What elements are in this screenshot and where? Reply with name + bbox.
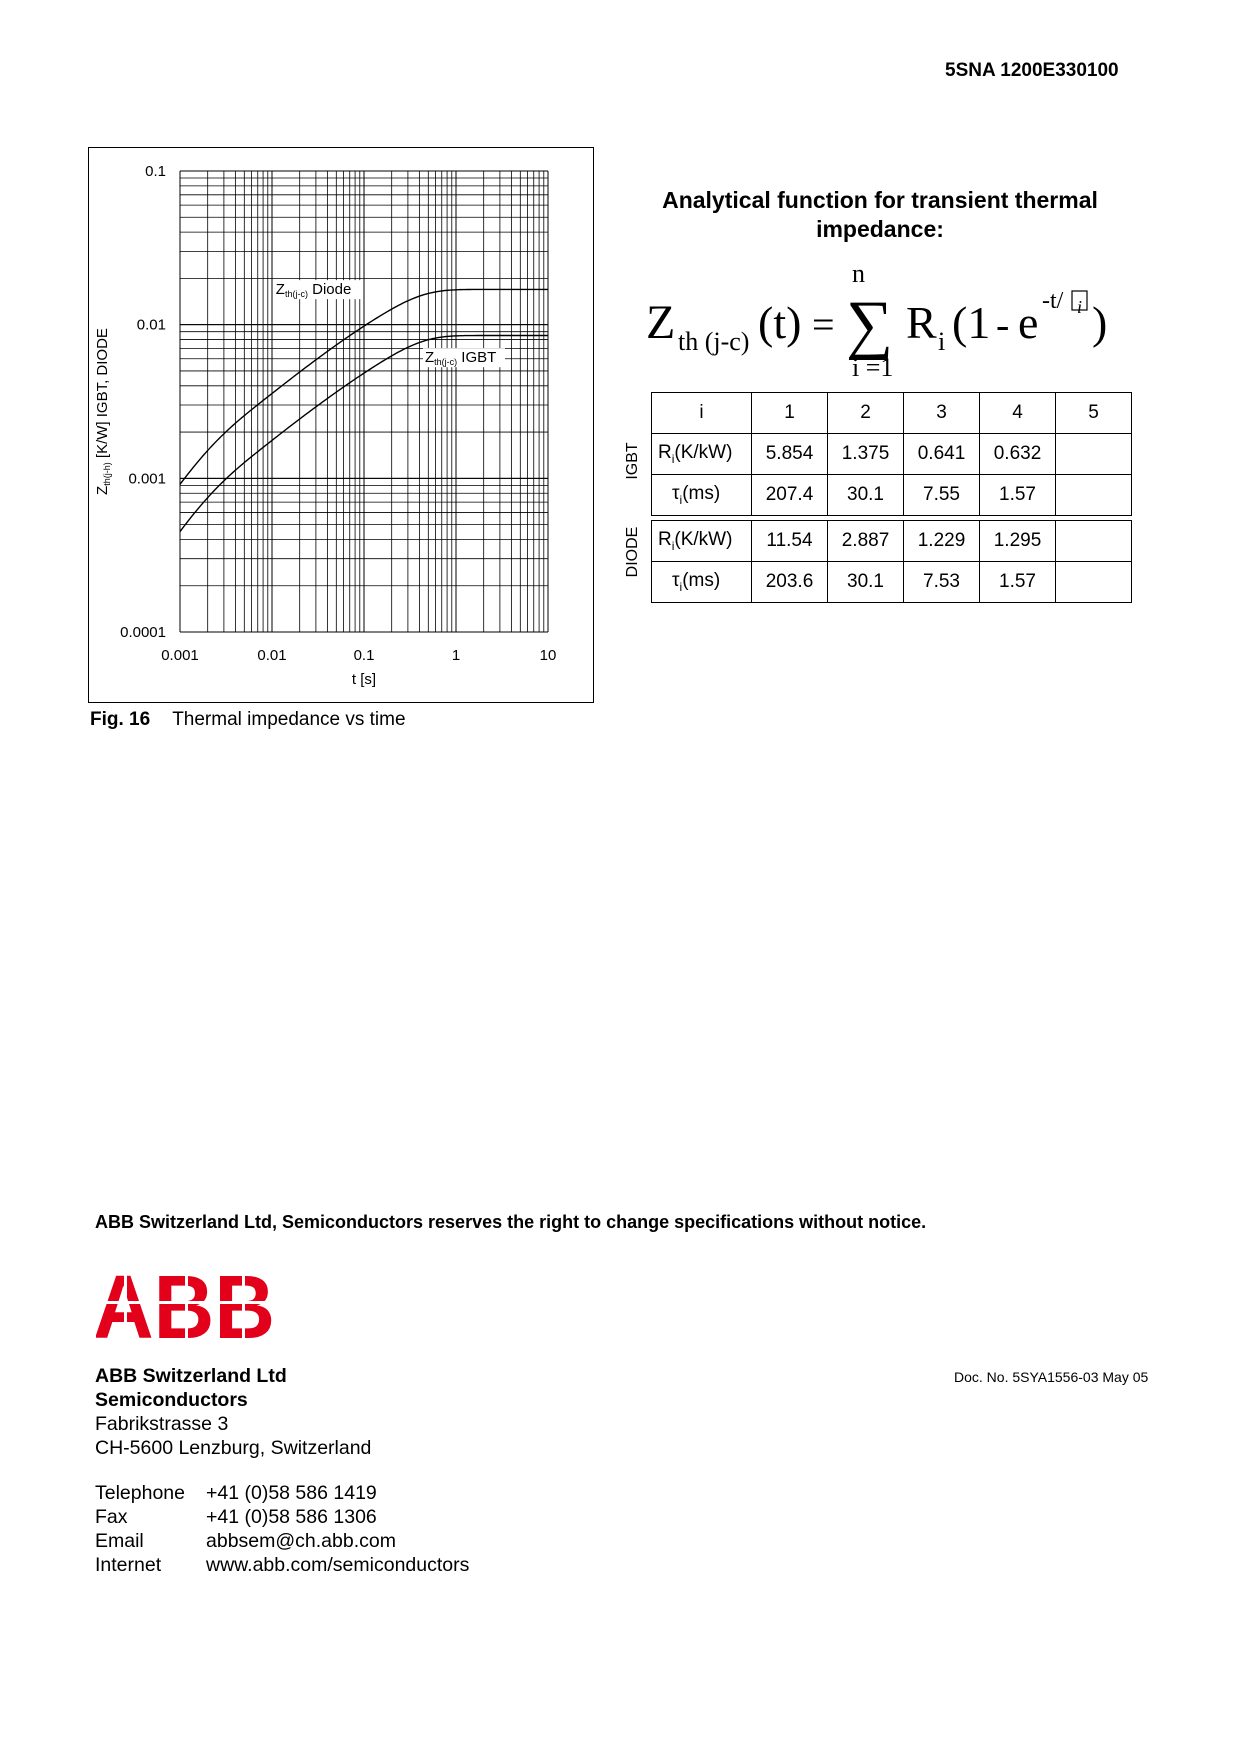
address-city: CH-5600 Lenzburg, Switzerland — [95, 1437, 372, 1459]
table-cell — [1056, 475, 1132, 516]
header-cell-4: 4 — [980, 393, 1056, 434]
row-label-tau: $\tau_i(ms)$ — [652, 475, 752, 516]
table-cell: 1.229 — [904, 521, 980, 562]
header-cell-3: 3 — [904, 393, 980, 434]
table-cell: 1.57 — [980, 475, 1056, 516]
table-cell: 207.4 — [752, 475, 828, 516]
x-tick-label: 10 — [539, 647, 557, 664]
svg-text:th (j-c): th (j-c) — [678, 327, 750, 356]
x-axis-label: t [s] — [351, 671, 377, 688]
table-header-row — [652, 393, 1132, 434]
series-label-igbt: $Z_{th(j-c)}$ IGBT — [424, 349, 497, 368]
table-cell: 7.55 — [904, 475, 980, 516]
contact-fax: Fax +41 (0)58 586 1306 — [95, 1506, 377, 1528]
table-cell: 1.375 — [828, 434, 904, 475]
table-cell: 30.1 — [828, 562, 904, 603]
y-tick-label: 0.01 — [136, 316, 166, 334]
analytical-title-line2: impedance: — [816, 216, 944, 242]
table-row-igbt-r — [652, 434, 1132, 475]
svg-text:=: = — [812, 302, 835, 347]
row-label-tau: $\tau_i(ms)$ — [652, 562, 752, 603]
svg-text:Z: Z — [646, 296, 676, 349]
analytical-function-title — [630, 186, 1130, 244]
header-cell-5: 5 — [1056, 393, 1132, 434]
table-row-igbt-tau — [652, 475, 1132, 516]
disclaimer-text: ABB Switzerland Ltd, Semiconductors reserves the right to change specifications without notice. — [95, 1212, 927, 1232]
x-tick-label: 0.01 — [257, 647, 287, 664]
x-tick-label: 0.1 — [353, 647, 375, 664]
table-row-diode-r — [652, 521, 1132, 562]
table-cell — [1056, 434, 1132, 475]
svg-text:R: R — [906, 297, 937, 348]
company-address — [95, 1364, 371, 1460]
diode-group-label: DIODE — [624, 526, 641, 578]
table-cell: 30.1 — [828, 475, 904, 516]
svg-text:(t): (t) — [758, 297, 802, 348]
igbt-group-label: IGBT — [624, 442, 641, 480]
contact-email[interactable]: Email abbsem@ch.abb.com — [95, 1530, 396, 1552]
thermal-parameters-table — [651, 392, 1132, 603]
svg-text:∑: ∑ — [846, 288, 894, 361]
header-cell-1: 1 — [752, 393, 828, 434]
row-label-r: $R_i(K/kW)$ — [652, 521, 752, 562]
header-cell-i: i — [652, 393, 752, 434]
y-tick-label: 0.1 — [145, 163, 166, 180]
table-cell: 1.295 — [980, 521, 1056, 562]
svg-text:e: e — [1018, 297, 1039, 348]
table-cell: 11.54 — [752, 521, 828, 562]
thermal-impedance-formula — [640, 258, 1120, 383]
y-tick-label: 0.0001 — [120, 624, 166, 641]
row-label-r: $R_i(K/kW)$ — [652, 434, 752, 475]
table-cell: 0.641 — [904, 434, 980, 475]
contact-internet[interactable]: Internet www.abb.com/semiconductors — [95, 1554, 470, 1576]
svg-text:-t/: -t/ — [1042, 288, 1064, 314]
svg-text:-: - — [996, 302, 1010, 347]
y-tick-label: 0.001 — [128, 470, 166, 488]
table-cell: 203.6 — [752, 562, 828, 603]
svg-text:i: i — [1077, 297, 1083, 317]
x-tick-label: 0.001 — [161, 647, 199, 664]
chart-svg — [89, 148, 595, 704]
y-axis-label: $Z_{th(j-h)}$ [K/W] IGBT, DIODE — [94, 328, 112, 495]
figure-caption — [90, 709, 406, 731]
address-street: Fabrikstrasse 3 — [95, 1413, 229, 1435]
series-label-diode: $Z_{th(j-c)}$ Diode — [275, 281, 352, 300]
table-row-diode-tau — [652, 562, 1132, 603]
analytical-title-line1: Analytical function for transient thermal — [662, 187, 1098, 213]
table-cell: 1.57 — [980, 562, 1056, 603]
thermal-impedance-chart — [88, 147, 594, 703]
table-cell: 2.887 — [828, 521, 904, 562]
table-cell — [1056, 521, 1132, 562]
contact-list — [95, 1481, 469, 1577]
abb-logo — [96, 1266, 274, 1342]
table-cell: 0.632 — [980, 434, 1056, 475]
header-cell-2: 2 — [828, 393, 904, 434]
company-division: Semiconductors — [95, 1389, 248, 1411]
document-number: 5SNA 1200E330100 — [945, 60, 1119, 81]
figure-number: Fig. 16 — [90, 709, 151, 730]
svg-text:i =1: i =1 — [852, 353, 894, 382]
svg-text:i: i — [938, 327, 946, 356]
contact-telephone: Telephone +41 (0)58 586 1419 — [95, 1482, 377, 1504]
x-tick-label: 1 — [451, 647, 461, 664]
svg-text:n: n — [852, 259, 865, 288]
table-cell: 5.854 — [752, 434, 828, 475]
table-cell — [1056, 562, 1132, 603]
company-name: ABB Switzerland Ltd — [95, 1365, 287, 1387]
figure-caption-text: Thermal impedance vs time — [172, 709, 406, 730]
table-cell: 7.53 — [904, 562, 980, 603]
svg-text:(1: (1 — [952, 297, 991, 348]
svg-text:): ) — [1092, 297, 1108, 348]
doc-reference: Doc. No. 5SYA1556-03 May 05 — [954, 1369, 1149, 1385]
